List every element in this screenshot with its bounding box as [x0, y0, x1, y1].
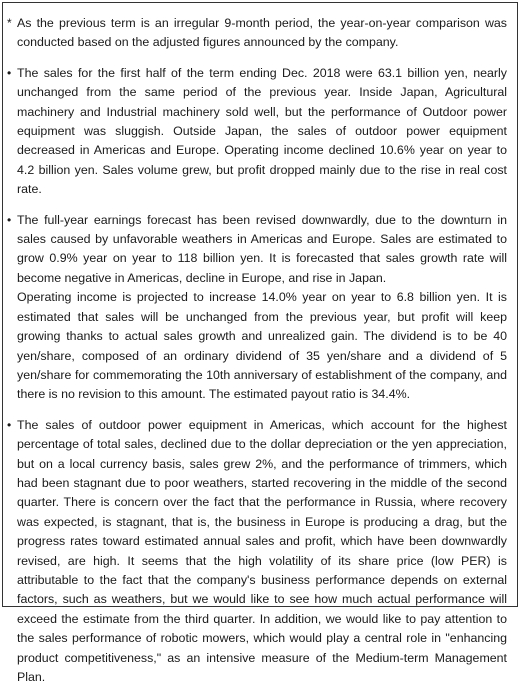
bullet-paragraph: The sales of outdoor power equipment in Americas, which account for the highest percentage of total sales, declined due to the dollar depreciation or the yen appreciation, but on a local currency basis, sales grew 2%, and the performance of trimmers, which had been stagnant due to poor weathers, started recovering in the middle of the second quarter. There is concern over the fact that the performance in Russia, where recovery was expected, is stagnant, that is, the business in Europe is producing a drag, but the progress rates toward estimated annual sales and profit, which have been downwardly revised, are high. It seems that the high volatility of its share price (low PER) is attributable to the fact that the company's business performance depends on external factors, such as weathers, but we would like to see how much actual performance will exceed the estimate from the third quarter. In addition, we would like to pay attention to the sales performance of robotic mowers, which would play a central role in "enhancing product competitiveness," as an intensive measure of the Medium-term Management Plan. — [17, 417, 507, 684]
bullet-first-half-results — [7, 64, 507, 200]
bullet-paragraph: The sales for the first half of the term ending Dec. 2018 were 63.1 billion yen, nearly unchanged from the same period of the previous year. Inside Japan, Agricultural machinery and Industrial machinery sold well, but the performance of Outdoor power equipment was sluggish. Outside Japan, the sales of outdoor power equipment decreased in Americas and Europe. Operating income declined 10.6% year on year to 4.2 billion yen. Sales volume grew, but profit dropped mainly due to the rise in real cost rate. — [17, 65, 507, 197]
commentary-panel — [2, 2, 518, 684]
asterisk-marker: * — [7, 16, 12, 30]
bullet-outlook-commentary — [7, 416, 507, 687]
bullet-paragraph: The full-year earnings forecast has been revised downwardly, due to the downturn in sales caused by unfavorable weathers in Americas and Europe. Sales are estimated to grow 0.9% year on year to 118 billion yen. It is forecasted that sales growth rate will become negative in Americas, decline in Europe, and rise in Japan. — [17, 212, 507, 285]
footnote-text: As the previous term is an irregular 9-month period, the year-on-year comparison was conducted based on the adjusted figures announced by the company. — [17, 16, 507, 50]
bullet-marker: • — [7, 65, 12, 80]
bullet-full-year-forecast — [7, 211, 507, 405]
footnote — [7, 14, 507, 53]
bullet-paragraph: Operating income is projected to increase 14.0% year on year to 6.8 billion yen. It is estimated that sales will be unchanged from the previous year, but profit will keep growing thanks to actual sales growth and unrealized gain. The dividend is to be 40 yen/share, composed of an ordinary dividend of 35 yen/share and a dividend of 5 yen/share for commemorating the 10th anniversary of establishment of the company, and there is no revision to this amount. The estimated payout ratio is 34.4%. — [17, 290, 507, 402]
bullet-marker: • — [7, 212, 12, 227]
bullet-marker: • — [7, 417, 12, 432]
